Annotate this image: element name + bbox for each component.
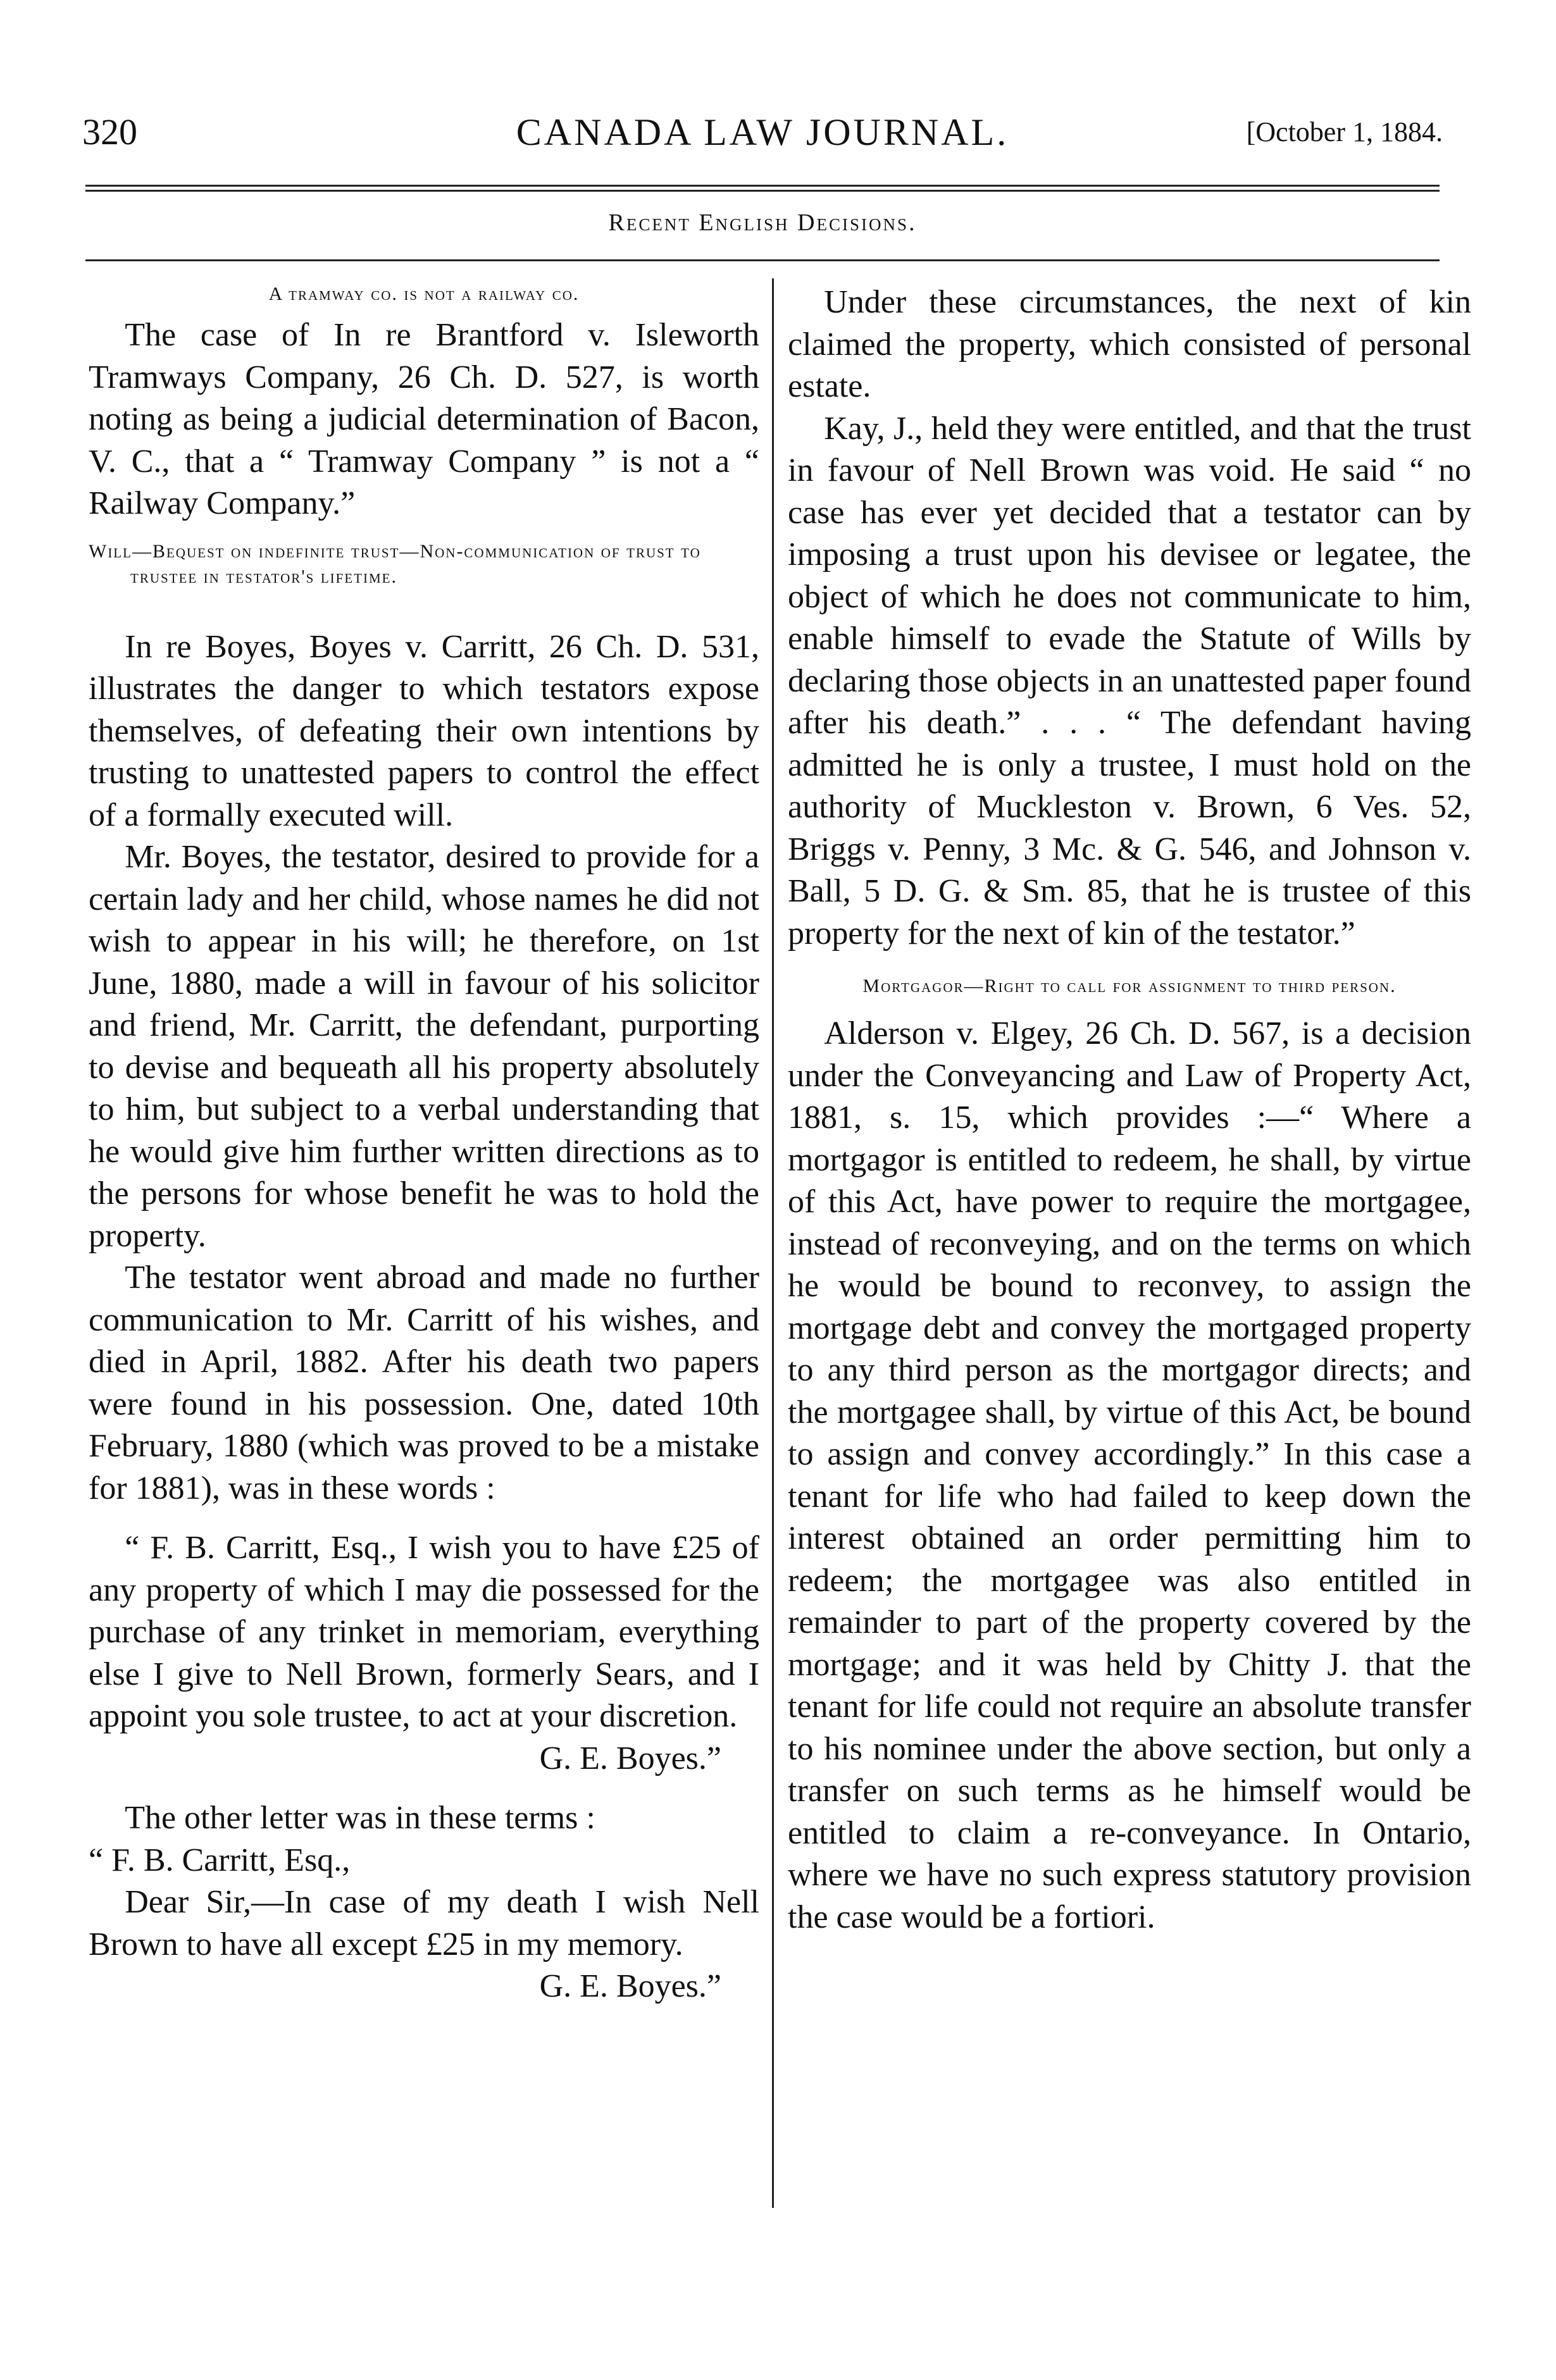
letter-first-signature: G. E. Boyes.” — [539, 1740, 721, 1776]
case-heading-will-trust: Will—Bequest on indefinite trust—Non-communication of trust to trustee in testator's lifetime. — [89, 540, 701, 587]
left-column — [89, 282, 759, 2008]
issue-date: [October 1, 1884. — [1246, 116, 1443, 147]
letter-first-body: “ F. B. Carritt, Esq., I wish you to have £25 of any property of which I may die possessed for the purchase of any trinket in memoriam, everything else I give to Nell Brown, formerly Sears, and I appoint you sole trustee, to act at your discretion. — [89, 1530, 759, 1734]
letter-second-signature: G. E. Boyes.” — [539, 1968, 721, 2004]
paragraph-kay-judgment: Kay, J., held they were entitled, and that the trust in favour of Nell Brown was void. He said “ no case has ever yet decided that a testator can by imposing a trust upon his devisee or legatee, the object of which he does not communicate to him, enable himself to evade the Statute of Wills by declaring those objects in an unattested paper found after his death.” . . . “ The defendant having admitted he is only a trustee, I must hold on the authority of Muckleston v. Brown, 6 Ves. 52, Briggs v. Penny, 3 Mc. & G. 546, and Johnson v. Ball, 5 D. G. & Sm. 85, that he is trustee of this property for the next of kin of the testator.” — [788, 410, 1471, 951]
case-heading-mortgagor: Mortgagor—Right to call for assignment to third person. — [862, 976, 1397, 996]
paragraph-boyes-papers: The testator went abroad and made no further communication to Mr. Carritt of his wishes, and died in April, 1882. After his death two papers were found in his possession. One, dated 10th February, 1880 (which was proved to be a mistake for 1881), was in these words : — [89, 1260, 759, 1506]
letter-second-body: Dear Sir,—In case of my death I wish Nell Brown to have all except £25 in my memory. — [89, 1884, 759, 1962]
paragraph-boyes-testator: Mr. Boyes, the testator, desired to provide for a certain lady and her child, whose names he did not wish to appear in his will; he therefore, on 1st June, 1880, made a will in favour of his solicitor and friend, Mr. Carritt, the defendant, purporting to devise and bequeath all his property absolutely to him, but subject to a verbal understanding that he would give him further written directions as to the persons for whose benefit he was to hold the property. — [89, 839, 759, 1254]
case-heading-tramway: A tramway co. is not a railway co. — [268, 283, 580, 304]
running-header — [82, 111, 1443, 161]
section-rule — [85, 259, 1440, 261]
letter-first — [89, 1527, 759, 1780]
header-rule-top — [85, 185, 1440, 187]
paragraph-alderson: Alderson v. Elgey, 26 Ch. D. 567, is a decision under the Conveyancing and Law of Property Act, 1881, s. 15, which provides :—“ Where a mortgagor is entitled to redeem, he shall, by virtue of this Act, have power to require the mortgagee, instead of reconveying, and on the terms on which he would be bound to reconvey, to assign the mortgage debt and convey the mortgaged property to any third person as the mortgagor directs; and the mortgagee shall, by virtue of this Act, be bound to assign and convey accordingly.” In this case a tenant for life who had failed to keep down the interest obtained an order permitting him to redeem; the mortgagee was also entitled in remainder to part of the property covered by the mortgage; and it was held by Chitty J. that the tenant for life could not require an absolute transfer to his nominee under the above section, but only a transfer on such terms as he himself would be entitled to claim a re-conveyance. In Ontario, where we have no such express statutory provision the case would be a fortiori. — [788, 1015, 1471, 1935]
section-title: Recent English Decisions. — [608, 209, 917, 236]
page-number: 320 — [82, 111, 137, 152]
column-divider — [772, 278, 774, 2208]
letter-second — [89, 1881, 759, 2008]
paragraph-other-letter: The other letter was in these terms : — [125, 1800, 595, 1836]
paragraph-boyes-intro: In re Boyes, Boyes v. Carritt, 26 Ch. D. 531, illustrates the danger to which testators expose themselves, of defeating their own intentions by trusting to unattested papers to control the effect of a formally executed will. — [89, 628, 759, 833]
header-rule-bottom — [85, 190, 1440, 192]
paragraph-next-of-kin: Under these circumstances, the next of kin claimed the property, which consisted of personal estate. — [788, 284, 1471, 404]
journal-title: CANADA LAW JOURNAL. — [516, 111, 1009, 153]
paragraph-tramway: The case of In re Brantford v. Isleworth Tramways Company, 26 Ch. D. 527, is worth noting as being a judicial determination of Bacon, V. C., that a “ Tramway Company ” is not a “ Railway Company.” — [89, 317, 759, 521]
letter-second-salutation: “ F. B. Carritt, Esq., — [89, 1842, 351, 1878]
right-column — [788, 282, 1471, 1938]
